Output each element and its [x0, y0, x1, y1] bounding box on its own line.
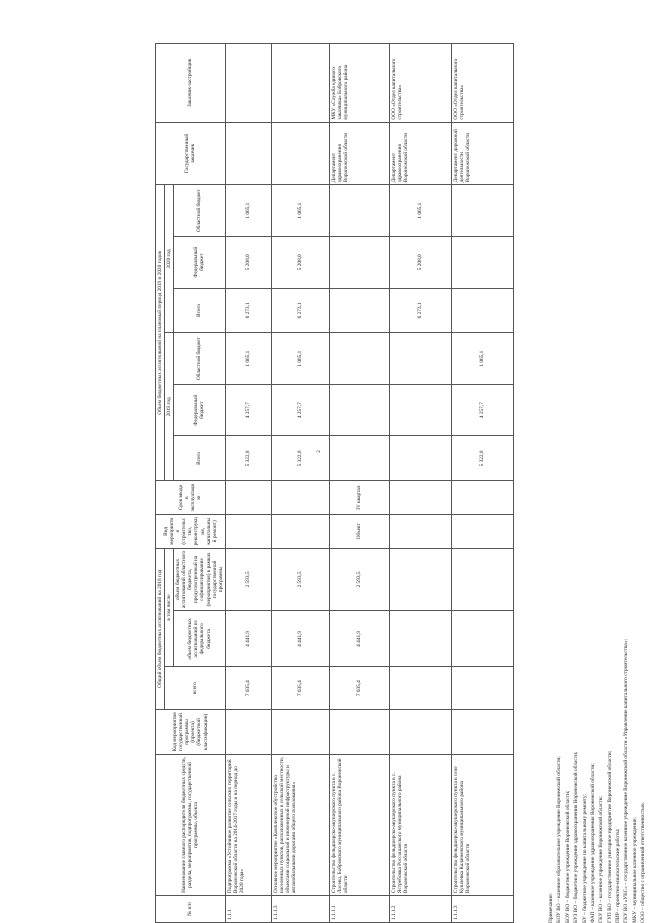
- cell-a20: 6 273,1: [271, 288, 329, 333]
- note-line: МКУ – муниципальное казенное учреждение;: [631, 817, 638, 923]
- cell-dev: ООО «Отдел капитального строительства»: [451, 44, 513, 123]
- cell-a19: 5 322,8: [225, 436, 271, 481]
- cell-f20: [451, 236, 513, 288]
- cell-reg: 2 593,5: [225, 548, 271, 611]
- header-cost-reg: объем бюджетных ассигнований областного бюджета, предусмотренный на софинансирование (мероприятия) в рамках государственной программы: [174, 548, 226, 611]
- table-row: [389, 44, 451, 923]
- cell-gz: Департамент здравоохранения Воронежской области: [389, 122, 451, 185]
- note-line: ГУП ВО – государственное унитарное предприятие Воронежской области;: [606, 750, 613, 923]
- cell-a20: [451, 288, 513, 333]
- cell-name: Подпрограмма «Устойчивое развитие сельских территорий Воронежской области на 2014-2017 годы и на период до 2020 года»: [225, 754, 271, 895]
- header-2019-all: Всего: [174, 436, 226, 481]
- cell-a19: [329, 436, 389, 481]
- table-body: [225, 44, 513, 923]
- cell-f20: [329, 236, 389, 288]
- cell-term: [389, 481, 451, 515]
- header-code: Код мероприятия государственной программы (проекта) (бюджетной классификации): [156, 710, 226, 755]
- header-2019-fed: Федеральный бюджет: [174, 384, 226, 436]
- cell-num: 1.1.1.3: [451, 896, 513, 923]
- cell-code: [225, 710, 271, 755]
- cell-r20: [451, 185, 513, 237]
- cell-f20: 5 208,0: [225, 236, 271, 288]
- cell-dev: ООО «Отдел капитального строительства»: [389, 44, 451, 123]
- cell-f19: [389, 384, 451, 436]
- note-line: ГКУ ВО «УКС» – государственное казенное учреждение Воронежской области «Управление капитального строительства»;: [623, 638, 630, 923]
- note-line: ГКУ ВО – казенное учреждение Воронежской области;: [598, 795, 605, 923]
- rotated-page: [155, 43, 647, 923]
- header-cost-incl: в том числе: [165, 548, 174, 667]
- notes: [547, 43, 648, 923]
- cell-a20: 6 273,1: [389, 288, 451, 333]
- note-line: БУ – бюджетное учреждение по капитальному ремонту;: [581, 794, 588, 923]
- cell-r19: [329, 333, 389, 385]
- note-line: ФАП – казенное учреждение здравоохранения Воронежской области;: [589, 763, 596, 923]
- cell-r19: [389, 333, 451, 385]
- header-type: Вид мероприятия (строительство, реконструкция, капитальный ремонт): [156, 514, 226, 548]
- cell-a20: 6 273,1: [225, 288, 271, 333]
- cell-type: [225, 514, 271, 548]
- header-plan: Объем бюджетных ассигнований на плановый период 2019 и 2020 годов: [156, 185, 165, 481]
- cell-num: 1.1.1.2: [389, 896, 451, 923]
- cell-dev: [225, 44, 271, 123]
- cell-f20: 5 208,0: [389, 236, 451, 288]
- notes-title: Примечание:: [548, 893, 554, 923]
- cell-code: [329, 710, 389, 755]
- cell-f19: 4 257,7: [225, 384, 271, 436]
- cell-r19: 1 065,1: [271, 333, 329, 385]
- header-name: Наименование главного распорядителя бюджетных средств, раздела, мероприятия, подпрограммы, государственной программы, объекта: [156, 754, 226, 895]
- cell-type: [389, 514, 451, 548]
- header-term: Срок ввода в эксплуатацию: [156, 481, 226, 515]
- cell-reg: 2 593,5: [271, 548, 329, 611]
- cell-total: 7 035,4: [329, 667, 389, 710]
- cell-total: [389, 667, 451, 710]
- cell-total: 7 035,4: [225, 667, 271, 710]
- cell-gz: [271, 122, 329, 185]
- table-row: [225, 44, 271, 923]
- cell-term: [451, 481, 513, 515]
- cell-code: [271, 710, 329, 755]
- cell-name: Строительство фельдшерско-акушерского пункта в с. Лосево, Бобровского муниципального района Воронежской области: [329, 754, 389, 895]
- cell-f20: 5 208,0: [271, 236, 329, 288]
- cell-total: [451, 667, 513, 710]
- header-2019-reg: Областной бюджет: [174, 333, 226, 385]
- note-line: ООО – общество с ограниченной ответственностью.: [640, 802, 647, 923]
- cell-num: 1.1.1.3: [271, 896, 329, 923]
- cell-code: [389, 710, 451, 755]
- cell-name: Основное мероприятие «Комплексное обустройство населенных пунктов, расположенных в сельской местности, объектами социальной и инженерной инфраструктуры и автомобильными дорогами общего пользования»: [271, 754, 329, 895]
- note-line: БОУ ВО – бюджетное учреждение Воронежской области;: [564, 790, 571, 923]
- note-line: БУЗ ВО – бюджетное учреждение здравоохранения Воронежской области;: [573, 751, 580, 923]
- cell-a19: 5 322,8: [271, 436, 329, 481]
- cell-gz: [225, 122, 271, 185]
- header-2020-all: Всего: [174, 288, 226, 333]
- cell-a20: [329, 288, 389, 333]
- note-line: КОУ ВО – казенное образовательное учреждение Воронежской области;: [556, 756, 563, 923]
- cell-a19: 5 322,8: [451, 436, 513, 481]
- header-customer: Государственный заказчик: [156, 122, 226, 185]
- cell-r20: [329, 185, 389, 237]
- objects-table: [155, 43, 514, 923]
- cell-r19: 1 065,1: [225, 333, 271, 385]
- page-number: 2: [316, 450, 322, 453]
- header-2020-reg: Областной бюджет: [174, 185, 226, 237]
- cell-reg: [389, 548, 451, 611]
- cell-code: [451, 710, 513, 755]
- cell-f19: 4 257,7: [271, 384, 329, 436]
- notes-lines: [555, 43, 647, 923]
- cell-fed: 4 441,9: [271, 611, 329, 667]
- note-line: ПИР – проектно-изыскательские работы;: [615, 828, 621, 923]
- cell-reg: 2 593,5: [329, 548, 389, 611]
- cell-dev: МКУ «Служба единого заказчика» Бобровского муниципального района: [329, 44, 389, 123]
- cell-term: IV квартал: [329, 481, 389, 515]
- table-row: [329, 44, 389, 923]
- cell-name: Строительство фельдшерско-акушерского пункта в селе Кушлевка Калачеевского муниципального района Воронежской области: [451, 754, 513, 895]
- cell-name: Строительство фельдшерско-акушерского пункта в с. Ястребовка Россошанского муниципального района Воронежской области: [389, 754, 451, 895]
- header-cost-fed: объем бюджетных ассигнований из федерального бюджета: [174, 611, 226, 667]
- header-cost-all: всего: [165, 667, 226, 710]
- cell-r20: 1 065,1: [225, 185, 271, 237]
- header-2019: 2019 год: [165, 333, 174, 481]
- cell-gz: Департамент дорожной деятельности Воронежской области: [451, 122, 513, 185]
- header-2020: 2020 год: [165, 185, 174, 333]
- cell-r20: 1 065,1: [271, 185, 329, 237]
- cell-type: Объект: [329, 514, 389, 548]
- cell-fed: [451, 611, 513, 667]
- cell-dev: [271, 44, 329, 123]
- header-developer: Заказчик-застройщик: [156, 44, 226, 123]
- cell-term: [271, 481, 329, 515]
- header-cost-total: Общий объем бюджетных ассигнований на 2018 год: [156, 548, 165, 709]
- cell-type: [451, 514, 513, 548]
- cell-r20: 1 065,1: [389, 185, 451, 237]
- cell-gz: Департамент здравоохранения Воронежской области: [329, 122, 389, 185]
- cell-fed: 4 441,9: [225, 611, 271, 667]
- table-row: [451, 44, 513, 923]
- header-num: № п/п: [156, 896, 226, 923]
- cell-r19: 1 065,1: [451, 333, 513, 385]
- cell-a19: [389, 436, 451, 481]
- cell-reg: [451, 548, 513, 611]
- cell-fed: 4 441,9: [329, 611, 389, 667]
- cell-num: 1.1.1.1: [329, 896, 389, 923]
- cell-f19: 4 257,7: [451, 384, 513, 436]
- cell-f19: [329, 384, 389, 436]
- cell-type: [271, 514, 329, 548]
- table-row: [271, 44, 329, 923]
- cell-fed: [389, 611, 451, 667]
- cell-term: [225, 481, 271, 515]
- cell-total: 7 035,4: [271, 667, 329, 710]
- header-2020-fed: Федеральный бюджет: [174, 236, 226, 288]
- cell-num: 1.1.1: [225, 896, 271, 923]
